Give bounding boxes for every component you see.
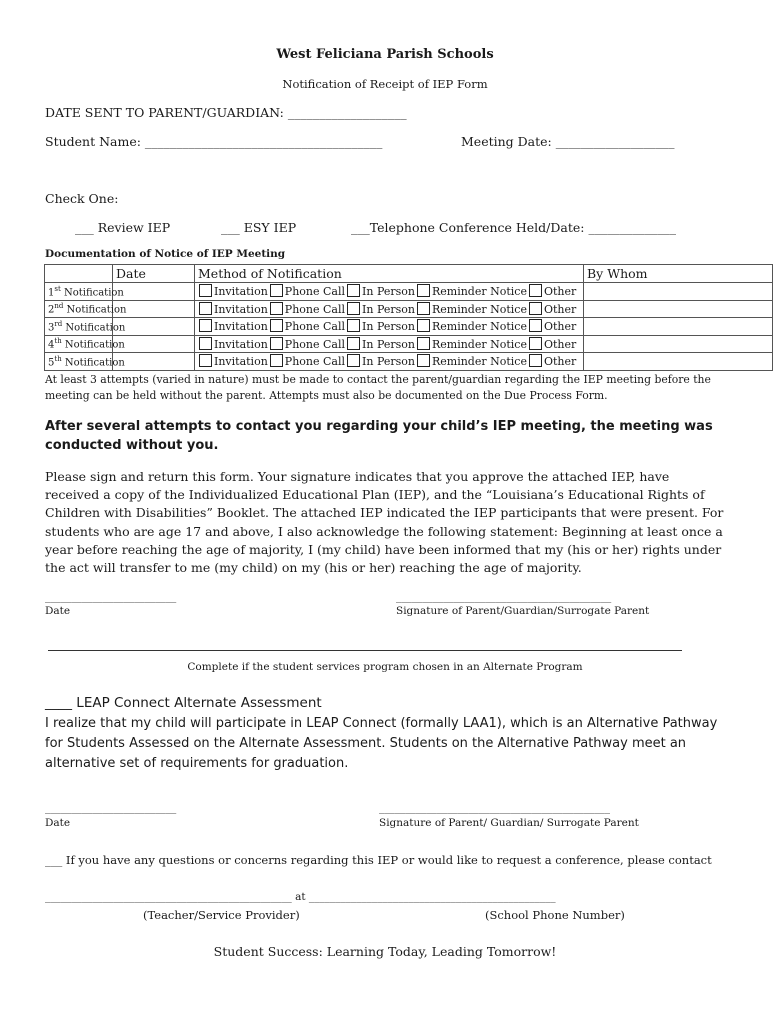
- at-text: at: [291, 891, 309, 903]
- checkbox-phone-call[interactable]: [270, 284, 283, 297]
- by-whom-cell[interactable]: [584, 353, 773, 371]
- method-cell: Invitation Phone Call In Person Reminder Notice Other: [195, 318, 584, 336]
- checkbox-reminder-notice[interactable]: [417, 354, 430, 367]
- checkbox-phone-call[interactable]: [270, 302, 283, 315]
- header-by-whom: By Whom: [584, 265, 773, 283]
- checkbox-phone-call[interactable]: [270, 337, 283, 350]
- date-cell[interactable]: [113, 283, 195, 301]
- meeting-date-field[interactable]: Meeting Date: ___________________: [461, 134, 675, 149]
- header-blank: [45, 265, 113, 283]
- form-title: Notification of Receipt of IEP Form: [282, 77, 488, 91]
- header-method: Method of Notification: [195, 265, 584, 283]
- method-cell: Invitation Phone Call In Person Reminder Notice Other: [195, 300, 584, 318]
- questions-contact-option[interactable]: ___ If you have any questions or concerns regarding this IEP or would like to request a conference, please contact: [45, 853, 712, 867]
- review-iep-option[interactable]: ___ Review IEP: [75, 220, 171, 235]
- phone-label: (School Phone Number): [485, 908, 625, 922]
- documentation-title: Documentation of Notice of IEP Meeting: [45, 248, 286, 260]
- checkbox-reminder-notice[interactable]: [417, 337, 430, 350]
- table-row: [45, 353, 773, 371]
- attempts-note: At least 3 attempts (varied in nature) must be made to contact the parent/guardian regarding the IEP meeting before the meeting can be held without the parent. Attempts must also be documented on the Due Process Form.: [45, 373, 711, 402]
- by-whom-cell[interactable]: [584, 300, 773, 318]
- checkbox-reminder-notice[interactable]: [417, 284, 430, 297]
- teacher-label: (Teacher/Service Provider): [143, 908, 300, 922]
- row-label: 2nd Notification: [45, 300, 113, 318]
- checkbox-invitation[interactable]: [199, 337, 212, 350]
- checkbox-invitation[interactable]: [199, 284, 212, 297]
- checkbox-other[interactable]: [529, 337, 542, 350]
- leap-connect-option[interactable]: ____ LEAP Connect Alternate Assessment: [45, 695, 322, 711]
- after-attempts-statement: After several attempts to contact you regarding your child’s IEP meeting, the meeting was conducted without you.: [45, 419, 713, 453]
- checkbox-other[interactable]: [529, 354, 542, 367]
- checkbox-other[interactable]: [529, 319, 542, 332]
- checkbox-invitation[interactable]: [199, 354, 212, 367]
- signature-line-1[interactable]: _________________________________________: [396, 591, 612, 603]
- checkbox-in-person[interactable]: [347, 354, 360, 367]
- esy-iep-option[interactable]: ___ ESY IEP: [221, 220, 297, 235]
- date-label-2: Date: [45, 817, 71, 829]
- checkbox-invitation[interactable]: [199, 319, 212, 332]
- checkbox-in-person[interactable]: [347, 319, 360, 332]
- section-divider: [48, 650, 682, 651]
- checkbox-invitation[interactable]: [199, 302, 212, 315]
- table-row: [45, 283, 773, 301]
- checkbox-phone-call[interactable]: [270, 319, 283, 332]
- notification-table: [44, 264, 773, 371]
- row-label: 5th Notification: [45, 353, 113, 371]
- alternate-program-note: Complete if the student services program chosen in an Alternate Program: [187, 661, 583, 673]
- phone-line[interactable]: _______________________________________________: [308, 891, 556, 903]
- row-label: 1st Notification: [45, 283, 113, 301]
- school-title: West Feliciana Parish Schools: [276, 47, 494, 62]
- method-cell: Invitation Phone Call In Person Reminder Notice Other: [195, 353, 584, 371]
- signature-paragraph: Please sign and return this form. Your signature indicates that you approve the attached IEP, have received a copy of the Individualized Educational Plan (IEP), and the “Louisiana’s Educational Rights of Children with Disabilities” Booklet. The attached IEP indicated the IEP participants that were present. For students who are age 17 and above, I also acknowledge the following statement: Beginning at least once a year before reaching the age of majority, I (my child) have been informed that my (his or her) rights under the act will transfer to me (my child) on my (his or her) reaching the age of majority.: [45, 469, 724, 576]
- date-line-2[interactable]: _________________________: [45, 802, 177, 814]
- student-name-field[interactable]: Student Name: ______________________________________: [45, 134, 383, 149]
- signature-label-2: Signature of Parent/ Guardian/ Surrogate Parent: [379, 817, 639, 829]
- row-label: 4th Notification: [45, 335, 113, 353]
- date-line-1[interactable]: _________________________: [45, 591, 177, 603]
- checkbox-reminder-notice[interactable]: [417, 319, 430, 332]
- contact-line: [45, 891, 556, 903]
- by-whom-cell[interactable]: [584, 335, 773, 353]
- teacher-line[interactable]: _______________________________________________: [45, 891, 292, 903]
- checkbox-other[interactable]: [529, 302, 542, 315]
- checkbox-in-person[interactable]: [347, 302, 360, 315]
- check-one-label: Check One:: [45, 191, 119, 206]
- telephone-conference-option[interactable]: ___Telephone Conference Held/Date: ______________: [351, 220, 676, 235]
- checkbox-phone-call[interactable]: [270, 354, 283, 367]
- motto: Student Success: Learning Today, Leading Tomorrow!: [213, 944, 557, 959]
- signature-label-1: Signature of Parent/Guardian/Surrogate Parent: [396, 605, 650, 617]
- table-row: [45, 335, 773, 353]
- checkbox-other[interactable]: [529, 284, 542, 297]
- header-date: Date: [113, 265, 195, 283]
- by-whom-cell[interactable]: [584, 283, 773, 301]
- date-sent-field[interactable]: DATE SENT TO PARENT/GUARDIAN: ___________________: [45, 105, 407, 120]
- checkbox-in-person[interactable]: [347, 337, 360, 350]
- table-row: [45, 318, 773, 336]
- row-label: 3rd Notification: [45, 318, 113, 336]
- checkbox-reminder-notice[interactable]: [417, 302, 430, 315]
- leap-connect-text: I realize that my child will participate in LEAP Connect (formally LAA1), which is an Alternative Pathway for Students Assessed on the Alternate Assessment. Students on the Alternative Pathway meet an alternative set of requirements for graduation.: [45, 716, 718, 771]
- table-row: [45, 300, 773, 318]
- method-cell: Invitation Phone Call In Person Reminder Notice Other: [195, 335, 584, 353]
- by-whom-cell[interactable]: [584, 318, 773, 336]
- date-label-1: Date: [45, 605, 71, 617]
- signature-line-2[interactable]: ____________________________________________: [379, 802, 610, 814]
- method-cell: Invitation Phone Call In Person Reminder Notice Other: [195, 283, 584, 301]
- checkbox-in-person[interactable]: [347, 284, 360, 297]
